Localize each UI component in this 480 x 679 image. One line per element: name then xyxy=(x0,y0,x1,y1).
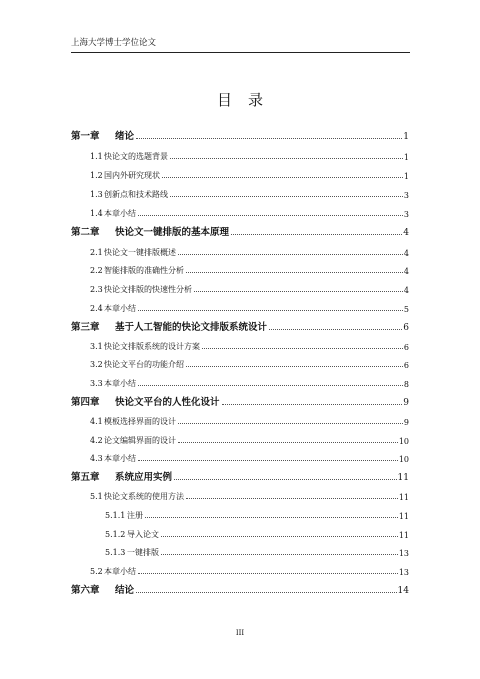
toc-entry-title: 绪论 xyxy=(115,131,135,142)
toc-entry-label xyxy=(71,394,220,408)
toc-dot-leader xyxy=(170,158,403,159)
toc-entry xyxy=(71,375,409,389)
toc-dot-leader xyxy=(138,573,398,574)
toc-entry-page: 11 xyxy=(398,531,409,540)
toc-entry-number: 5.1 xyxy=(90,492,103,501)
toc-entry-title: 本章小结 xyxy=(104,379,136,388)
toc-dot-leader xyxy=(174,479,397,480)
toc-entry-number: 2.3 xyxy=(90,285,103,294)
toc-dot-leader xyxy=(178,254,403,255)
toc-entry-label xyxy=(71,247,176,258)
toc-entry-number: 3.2 xyxy=(90,360,103,369)
toc-entry-page: 11 xyxy=(397,473,409,483)
toc-entry xyxy=(71,582,409,596)
toc-entry-title: 国内外研究现状 xyxy=(104,171,160,180)
toc-entry-title: 快论文排版系统的设计方案 xyxy=(104,342,200,351)
toc-entry xyxy=(71,488,409,502)
toc-entry-label xyxy=(71,303,136,314)
toc-entry-title: 本章小结 xyxy=(104,567,136,576)
toc-entry-page: 3 xyxy=(403,210,409,219)
toc-entry-label xyxy=(71,491,184,502)
toc-entry-title: 系统应用实例 xyxy=(115,472,173,483)
toc-entry xyxy=(71,186,409,200)
toc-entry-page: 6 xyxy=(403,323,409,333)
toc-entry xyxy=(71,262,409,276)
toc-entry-label xyxy=(71,170,160,181)
toc-entry-label xyxy=(71,510,143,521)
running-header xyxy=(71,37,410,53)
toc-dot-leader xyxy=(194,291,403,292)
toc-entry xyxy=(71,205,409,219)
toc-dot-leader xyxy=(162,177,403,178)
toc-entry-page: 13 xyxy=(398,549,409,558)
toc-dot-leader xyxy=(186,498,398,499)
toc-entry-number: 4.1 xyxy=(90,417,103,426)
toc-entry-number: 第六章 xyxy=(71,585,100,596)
toc-entry-number: 1.3 xyxy=(90,190,103,199)
toc-entry-label xyxy=(71,284,192,295)
toc-entry-number: 第三章 xyxy=(71,322,100,333)
toc-entry xyxy=(71,413,409,427)
toc-entry-label xyxy=(71,378,136,389)
toc-entry xyxy=(71,450,409,464)
toc-entry-number: 2.4 xyxy=(90,304,103,313)
toc-entry-title: 本章小结 xyxy=(104,209,136,218)
toc-entry-title: 快论文系统的使用方法 xyxy=(104,492,184,501)
toc-entry-number: 2.1 xyxy=(90,248,103,257)
toc-entry xyxy=(71,281,409,295)
toc-entry-label xyxy=(71,341,200,352)
toc-entry-page: 4 xyxy=(403,286,409,295)
toc-dot-leader xyxy=(170,196,403,197)
toc-entry-title: 一键排版 xyxy=(127,548,159,557)
toc-dot-leader xyxy=(138,460,398,461)
toc-entry-number: 1.4 xyxy=(90,209,103,218)
toc-entry-label xyxy=(71,359,184,370)
toc-entry-number: 第一章 xyxy=(71,131,100,142)
toc-entry-number: 5.2 xyxy=(90,567,103,576)
toc-entry-label xyxy=(71,566,136,577)
toc-entry xyxy=(71,338,409,352)
toc-entry-number: 4.2 xyxy=(90,436,103,445)
toc-entry-page: 14 xyxy=(397,586,409,596)
toc-entry-label xyxy=(71,151,168,162)
toc-entry-number: 2.2 xyxy=(90,266,103,275)
toc-entry-title: 结论 xyxy=(115,585,135,596)
toc-entry xyxy=(71,356,409,370)
toc-entry-number: 3.3 xyxy=(90,379,103,388)
toc-entry xyxy=(71,394,409,408)
toc-entry-page: 3 xyxy=(403,191,409,200)
toc-entry xyxy=(71,544,409,558)
toc-dot-leader xyxy=(145,517,398,518)
toc-entry-title: 创新点和技术路线 xyxy=(104,190,168,199)
toc-entry-title: 智能排版的准确性分析 xyxy=(104,266,184,275)
toc-dot-leader xyxy=(202,348,403,349)
toc-dot-leader xyxy=(222,404,403,405)
toc-dot-leader xyxy=(161,536,398,537)
toc-entry-label xyxy=(71,128,134,142)
toc-dot-leader xyxy=(161,554,398,555)
toc-entry-title: 导入论文 xyxy=(127,530,159,539)
toc-entry-title: 快论文排版的快速性分析 xyxy=(104,285,192,294)
toc-entry-page: 6 xyxy=(403,361,409,370)
toc-entry-page: 4 xyxy=(403,228,409,238)
toc-entry-label xyxy=(71,416,176,427)
toc-entry-title: 快论文一键排版的基本原理 xyxy=(115,227,230,238)
toc-entry xyxy=(71,148,409,162)
toc-entry-page: 4 xyxy=(403,249,409,258)
toc-entry-number: 5.1.2 xyxy=(105,530,126,539)
toc-entry-page: 9 xyxy=(403,398,409,408)
toc-dot-leader xyxy=(269,329,402,330)
toc-entry-number: 1.2 xyxy=(90,171,103,180)
page-number: III xyxy=(235,629,245,637)
toc-entry-number: 4.3 xyxy=(90,454,103,463)
toc-dot-leader xyxy=(186,272,403,273)
toc-dot-leader xyxy=(138,215,403,216)
toc-entry-page: 11 xyxy=(398,512,409,521)
toc-entry xyxy=(71,128,409,142)
toc-entry-label xyxy=(71,547,159,558)
toc-entry-label xyxy=(71,265,184,276)
toc-entry xyxy=(71,224,409,238)
toc-entry xyxy=(71,469,409,483)
toc-entry xyxy=(71,167,409,181)
toc-entry-number: 第四章 xyxy=(71,397,100,408)
toc-dot-leader xyxy=(138,310,403,311)
toc-dot-leader xyxy=(136,592,397,593)
toc-entry-number: 5.1.1 xyxy=(105,511,126,520)
toc-entry-page: 1 xyxy=(403,153,409,162)
toc-entry-label xyxy=(71,319,267,333)
toc-entry-number: 第五章 xyxy=(71,472,100,483)
toc-entry-number: 3.1 xyxy=(90,342,103,351)
toc-entry-page: 8 xyxy=(403,380,409,389)
toc-entry xyxy=(71,244,409,258)
toc-entry-title: 论文编辑界面的设计 xyxy=(104,436,176,445)
header-rule xyxy=(71,52,410,53)
toc-entry-label xyxy=(71,224,229,238)
toc-dot-leader xyxy=(178,423,403,424)
toc-entry-page: 6 xyxy=(403,343,409,352)
toc-entry-label xyxy=(71,453,136,464)
toc-entry-title: 快论文一键排版概述 xyxy=(104,248,176,257)
page-title: 目录 xyxy=(216,91,279,109)
toc-entry-label xyxy=(71,529,159,540)
toc-entry-label xyxy=(71,208,136,219)
toc-entry xyxy=(71,563,409,577)
toc-entry-page: 10 xyxy=(398,455,409,464)
toc-entry-page: 1 xyxy=(403,172,409,181)
toc-entry-page: 11 xyxy=(398,493,409,502)
toc-entry-title: 基于人工智能的快论文排版系统设计 xyxy=(115,322,268,333)
header-title: 上海大学博士学位论文 xyxy=(71,38,157,48)
toc-entry xyxy=(71,432,409,446)
toc-entry-label xyxy=(71,469,172,483)
toc-entry-title: 注册 xyxy=(127,511,143,520)
toc-entry-title: 本章小结 xyxy=(104,304,136,313)
toc-entry-number: 1.1 xyxy=(90,152,103,161)
toc-dot-leader xyxy=(138,385,403,386)
toc-entry-page: 4 xyxy=(403,267,409,276)
toc-entry-page: 10 xyxy=(398,437,409,446)
toc-dot-leader xyxy=(178,442,398,443)
toc-entry-number: 5.1.3 xyxy=(105,548,126,557)
toc-entry-title: 快论文平台的人性化设计 xyxy=(115,397,220,408)
toc-entry-title: 本章小结 xyxy=(104,454,136,463)
toc-entry-page: 5 xyxy=(403,305,409,314)
toc-entry-page: 9 xyxy=(403,418,409,427)
toc-entry-title: 快论文的选题背景 xyxy=(104,152,168,161)
toc-entry-page: 1 xyxy=(403,132,409,142)
toc-entry xyxy=(71,319,409,333)
toc-entry xyxy=(71,507,409,521)
toc-entry-title: 快论文平台的功能介绍 xyxy=(104,360,184,369)
toc-entry-label xyxy=(71,435,176,446)
toc-dot-leader xyxy=(186,366,403,367)
toc-entry xyxy=(71,526,409,540)
toc-entry-title: 模板选择界面的设计 xyxy=(104,417,176,426)
toc-entry-page: 13 xyxy=(398,568,409,577)
toc-dot-leader xyxy=(136,138,402,139)
toc-dot-leader xyxy=(231,234,402,235)
toc-entry-label xyxy=(71,189,168,200)
toc-entry-label xyxy=(71,582,134,596)
toc-entry-number: 第二章 xyxy=(71,227,100,238)
toc-entry xyxy=(71,300,409,314)
